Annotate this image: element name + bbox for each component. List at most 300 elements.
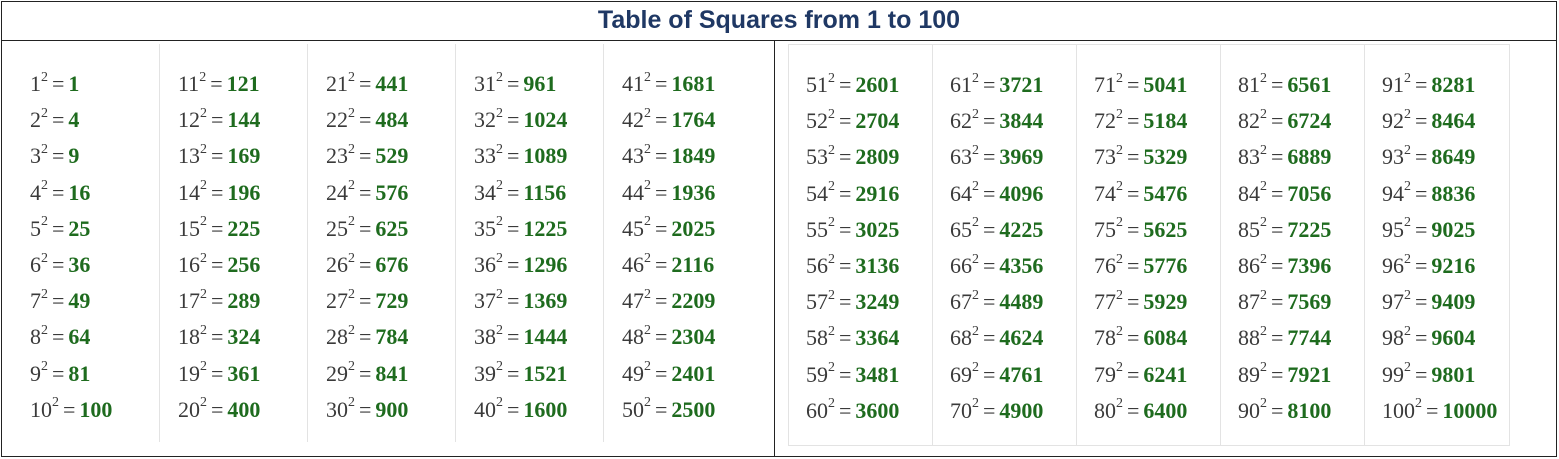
entry-base: 37 (474, 288, 496, 314)
equals-sign: = (507, 324, 520, 350)
square-entry (950, 248, 1076, 284)
equals-sign: = (839, 325, 852, 351)
panel-divider (774, 41, 775, 457)
square-entry (1382, 320, 1509, 356)
entry-base: 74 (1094, 180, 1116, 206)
equals-sign: = (359, 71, 372, 96)
entry-base: 16 (178, 251, 200, 277)
square-entry (1382, 248, 1509, 284)
entry-exponent: 2 (972, 360, 979, 376)
entry-exponent: 2 (1260, 70, 1267, 86)
entry-value: 8281 (1431, 72, 1476, 97)
equals-sign: = (507, 179, 520, 205)
square-entry (950, 67, 1076, 103)
entry-value: 841 (375, 360, 409, 386)
entry-exponent: 2 (1260, 179, 1267, 195)
entry-value: 8464 (1431, 108, 1476, 134)
square-entry (806, 67, 932, 103)
entry-base: 89 (1238, 361, 1260, 387)
equals-sign: = (655, 288, 668, 314)
entry-value: 900 (375, 396, 409, 422)
entry-exponent: 2 (496, 69, 503, 85)
entry-exponent: 2 (1404, 179, 1411, 195)
entry-exponent: 2 (1260, 251, 1267, 267)
square-entry (326, 356, 455, 392)
entry-base: 52 (806, 108, 828, 134)
square-entry (178, 283, 307, 319)
entry-exponent: 2 (972, 106, 979, 122)
entry-value: 1681 (671, 71, 716, 96)
square-entry (178, 175, 307, 211)
entry-exponent: 2 (348, 359, 355, 375)
equals-sign: = (655, 360, 668, 386)
square-entry (326, 392, 455, 428)
entry-exponent: 2 (972, 251, 979, 267)
entry-exponent: 2 (828, 287, 835, 303)
entry-exponent: 2 (828, 179, 835, 195)
square-entry (178, 319, 307, 355)
entry-base: 77 (1094, 289, 1116, 315)
entry-value: 3136 (855, 252, 900, 278)
equals-sign: = (1127, 397, 1140, 423)
square-entry (950, 357, 1076, 393)
entry-value: 16 (68, 179, 91, 205)
entry-exponent: 2 (496, 105, 503, 121)
equals-sign: = (359, 143, 372, 169)
entry-value: 8836 (1431, 180, 1476, 206)
equals-sign: = (1127, 325, 1140, 351)
entry-base: 90 (1238, 397, 1260, 423)
entry-value: 961 (523, 71, 557, 96)
square-entry (1238, 176, 1364, 212)
entry-exponent: 2 (41, 322, 48, 338)
square-entry (326, 175, 455, 211)
square-entry (1238, 357, 1364, 393)
entry-exponent: 2 (1116, 360, 1123, 376)
entry-exponent: 2 (200, 142, 207, 158)
entry-value: 484 (375, 107, 409, 133)
equals-sign: = (1271, 252, 1284, 278)
entry-base: 54 (806, 180, 828, 206)
entry-base: 34 (474, 179, 496, 205)
entry-base: 13 (178, 143, 200, 169)
entry-value: 441 (375, 71, 409, 96)
entry-base: 42 (622, 107, 644, 133)
entry-base: 22 (326, 107, 348, 133)
entry-base: 96 (1382, 252, 1404, 278)
equals-sign: = (507, 71, 520, 96)
square-entry (950, 320, 1076, 356)
entry-value: 2304 (671, 324, 716, 350)
entry-exponent: 2 (199, 69, 207, 85)
entry-base: 32 (474, 107, 496, 133)
entry-exponent: 2 (496, 359, 503, 375)
entry-exponent: 2 (828, 70, 835, 86)
square-entry (622, 392, 752, 428)
entry-base: 17 (178, 288, 200, 314)
equals-sign: = (1271, 144, 1284, 170)
equals-sign: = (1271, 216, 1284, 242)
equals-sign: = (52, 324, 65, 350)
square-entry (950, 284, 1076, 320)
entry-exponent: 2 (1404, 251, 1411, 267)
entry-value: 7056 (1287, 180, 1332, 206)
entry-value: 9025 (1431, 216, 1476, 242)
square-entry (30, 175, 159, 211)
entry-base: 35 (474, 215, 496, 241)
entry-value: 7744 (1287, 325, 1332, 351)
entry-value: 121 (226, 71, 260, 96)
equals-sign: = (1271, 325, 1284, 351)
entry-exponent: 2 (972, 179, 979, 195)
square-entry (30, 283, 159, 319)
entry-exponent: 2 (348, 395, 355, 411)
entry-value: 5041 (1143, 72, 1188, 97)
entry-exponent: 2 (1116, 215, 1123, 231)
entry-value: 7921 (1287, 361, 1332, 387)
entry-base: 85 (1238, 216, 1260, 242)
entry-value: 1369 (523, 288, 568, 314)
equals-sign: = (1415, 72, 1428, 97)
entry-base: 63 (950, 144, 972, 170)
entry-exponent: 2 (41, 214, 48, 230)
square-entry (178, 356, 307, 392)
square-entry (806, 393, 932, 429)
page-title: Table of Squares from 1 to 100 (1, 1, 1557, 41)
entry-base: 12 (178, 107, 200, 133)
equals-sign: = (983, 325, 996, 351)
equals-sign: = (359, 107, 372, 133)
entry-value: 6400 (1143, 397, 1188, 423)
equals-sign: = (983, 144, 996, 170)
entry-value: 529 (375, 143, 409, 169)
entry-base: 14 (178, 179, 200, 205)
equals-sign: = (210, 71, 223, 96)
entry-base: 49 (622, 360, 644, 386)
equals-sign: = (839, 252, 852, 278)
entry-base: 7 (30, 288, 41, 314)
entry-exponent: 2 (972, 287, 979, 303)
entry-exponent: 2 (41, 250, 48, 266)
equals-sign: = (1415, 144, 1428, 170)
entry-value: 7225 (1287, 216, 1332, 242)
entry-value: 4356 (999, 252, 1044, 278)
entry-exponent: 2 (972, 396, 979, 412)
entry-exponent: 2 (496, 286, 503, 302)
equals-sign: = (211, 324, 224, 350)
entry-exponent: 2 (1260, 143, 1267, 159)
entry-exponent: 2 (348, 178, 355, 194)
right-panel (788, 44, 1510, 446)
entry-value: 5929 (1143, 289, 1188, 315)
square-entry (806, 139, 932, 175)
entry-exponent: 2 (644, 286, 651, 302)
entry-base: 26 (326, 251, 348, 277)
equals-sign: = (507, 107, 520, 133)
equals-sign: = (1271, 361, 1284, 387)
entry-base: 93 (1382, 144, 1404, 170)
entry-value: 3249 (855, 289, 900, 315)
equals-sign: = (52, 143, 65, 169)
equals-sign: = (359, 324, 372, 350)
equals-sign: = (211, 215, 224, 241)
entry-exponent: 2 (348, 250, 355, 266)
entry-value: 4 (68, 107, 80, 133)
square-entry (1094, 212, 1220, 248)
square-entry (30, 211, 159, 247)
square-entry (1238, 139, 1364, 175)
entry-base: 47 (622, 288, 644, 314)
square-entry (1238, 320, 1364, 356)
entry-value: 9604 (1431, 325, 1476, 351)
entry-exponent: 2 (41, 359, 48, 375)
entry-value: 1600 (523, 396, 568, 422)
entry-base: 58 (806, 325, 828, 351)
equals-sign: = (1415, 325, 1428, 351)
equals-sign: = (983, 216, 996, 242)
entry-exponent: 2 (200, 359, 207, 375)
equals-sign: = (211, 107, 224, 133)
equals-sign: = (655, 107, 668, 133)
square-entry (30, 392, 159, 428)
entry-base: 64 (950, 180, 972, 206)
square-entry (1238, 284, 1364, 320)
square-entry (1238, 393, 1364, 429)
entry-base: 87 (1238, 289, 1260, 315)
entry-base: 72 (1094, 108, 1116, 134)
entry-value: 9216 (1431, 252, 1476, 278)
squares-column (1077, 45, 1221, 445)
entry-base: 86 (1238, 252, 1260, 278)
entry-exponent: 2 (496, 178, 503, 194)
entry-exponent: 2 (200, 395, 207, 411)
square-entry (178, 66, 307, 102)
square-entry (1238, 248, 1364, 284)
entry-exponent: 2 (200, 286, 207, 302)
equals-sign: = (507, 215, 520, 241)
equals-sign: = (211, 288, 224, 314)
square-entry (474, 319, 603, 355)
entry-exponent: 2 (496, 142, 503, 158)
square-entry (178, 247, 307, 283)
square-entry (326, 138, 455, 174)
entry-base: 73 (1094, 144, 1116, 170)
equals-sign: = (211, 143, 224, 169)
entry-exponent: 2 (1404, 360, 1411, 376)
equals-sign: = (507, 396, 520, 422)
square-entry (1382, 357, 1509, 393)
entry-value: 2809 (855, 144, 900, 170)
entry-exponent: 2 (200, 105, 207, 121)
entry-exponent: 2 (1415, 396, 1422, 412)
equals-sign: = (52, 251, 65, 277)
square-entry (30, 247, 159, 283)
entry-exponent: 2 (644, 395, 651, 411)
entry-exponent: 2 (348, 286, 355, 302)
equals-sign: = (655, 396, 668, 422)
entry-base: 31 (474, 71, 496, 96)
equals-sign: = (1271, 180, 1284, 206)
entry-value: 3721 (999, 72, 1044, 97)
equals-sign: = (839, 144, 852, 170)
entry-base: 57 (806, 289, 828, 315)
entry-exponent: 2 (644, 359, 651, 375)
square-entry (1238, 67, 1364, 103)
square-entry (30, 319, 159, 355)
square-entry (178, 102, 307, 138)
equals-sign: = (983, 180, 996, 206)
equals-sign: = (839, 289, 852, 315)
entry-base: 5 (30, 215, 41, 241)
entry-base: 65 (950, 216, 972, 242)
square-entry (326, 319, 455, 355)
entry-exponent: 2 (1116, 287, 1123, 303)
square-entry (1094, 176, 1220, 212)
equals-sign: = (1415, 180, 1428, 206)
entry-value: 4489 (999, 289, 1044, 315)
entry-value: 9 (68, 143, 80, 169)
entry-base: 78 (1094, 325, 1116, 351)
entry-value: 4761 (999, 361, 1044, 387)
square-entry (1094, 248, 1220, 284)
square-entry (1382, 103, 1509, 139)
entry-value: 100 (79, 396, 113, 422)
square-entry (1382, 176, 1509, 212)
entry-exponent: 2 (496, 214, 503, 230)
entry-exponent: 2 (972, 323, 979, 339)
entry-value: 8649 (1431, 144, 1476, 170)
entry-exponent: 2 (644, 250, 651, 266)
equals-sign: = (359, 360, 372, 386)
entry-value: 1849 (671, 143, 716, 169)
entry-exponent: 2 (41, 286, 48, 302)
squares-column (1365, 45, 1509, 445)
square-entry (622, 247, 752, 283)
equals-sign: = (359, 396, 372, 422)
entry-exponent: 2 (828, 251, 835, 267)
entry-value: 3364 (855, 325, 900, 351)
entry-value: 256 (227, 251, 261, 277)
equals-sign: = (1271, 72, 1284, 97)
squares-column (933, 45, 1077, 445)
entry-base: 15 (178, 215, 200, 241)
entry-base: 46 (622, 251, 644, 277)
entry-value: 2116 (671, 251, 715, 277)
entry-base: 60 (806, 397, 828, 423)
entry-exponent: 2 (348, 69, 355, 85)
square-entry (806, 357, 932, 393)
entry-base: 50 (622, 396, 644, 422)
entry-exponent: 2 (828, 143, 835, 159)
square-entry (1094, 393, 1220, 429)
equals-sign: = (359, 179, 372, 205)
equals-sign: = (1127, 108, 1140, 134)
entry-base: 41 (622, 71, 644, 96)
entry-base: 94 (1382, 180, 1404, 206)
square-entry (950, 139, 1076, 175)
entry-base: 8 (30, 324, 41, 350)
entry-value: 5625 (1143, 216, 1188, 242)
entry-value: 576 (375, 179, 409, 205)
equals-sign: = (983, 289, 996, 315)
entry-base: 24 (326, 179, 348, 205)
entry-value: 4900 (999, 397, 1044, 423)
entry-exponent: 2 (972, 215, 979, 231)
square-entry (178, 392, 307, 428)
equals-sign: = (655, 71, 668, 96)
entry-exponent: 2 (972, 143, 979, 159)
equals-sign: = (1127, 180, 1140, 206)
square-entry (1382, 139, 1509, 175)
entry-exponent: 2 (1404, 287, 1411, 303)
entry-base: 84 (1238, 180, 1260, 206)
square-entry (950, 176, 1076, 212)
entry-base: 62 (950, 108, 972, 134)
entry-exponent: 2 (1404, 143, 1411, 159)
entry-value: 9801 (1431, 361, 1476, 387)
entry-base: 33 (474, 143, 496, 169)
square-entry (30, 66, 159, 102)
equals-sign: = (1415, 252, 1428, 278)
entry-value: 4096 (999, 180, 1044, 206)
entry-exponent: 2 (828, 323, 835, 339)
square-entry (1382, 393, 1509, 429)
square-entry (622, 283, 752, 319)
entry-value: 169 (227, 143, 261, 169)
entry-value: 1764 (671, 107, 716, 133)
square-entry (326, 247, 455, 283)
entry-value: 25 (68, 215, 91, 241)
entry-value: 9409 (1431, 289, 1476, 315)
entry-value: 4225 (999, 216, 1044, 242)
entry-base: 75 (1094, 216, 1116, 242)
square-entry (474, 138, 603, 174)
equals-sign: = (1271, 397, 1284, 423)
equals-sign: = (507, 251, 520, 277)
entry-exponent: 2 (1260, 360, 1267, 376)
entry-base: 98 (1382, 325, 1404, 351)
entry-base: 56 (806, 252, 828, 278)
entry-base: 48 (622, 324, 644, 350)
equals-sign: = (839, 180, 852, 206)
equals-sign: = (52, 288, 65, 314)
entry-base: 69 (950, 361, 972, 387)
entry-base: 83 (1238, 144, 1260, 170)
equals-sign: = (63, 396, 76, 422)
entry-base: 45 (622, 215, 644, 241)
entry-value: 361 (227, 360, 261, 386)
entry-value: 3025 (855, 216, 900, 242)
entry-base: 19 (178, 360, 200, 386)
entry-exponent: 2 (828, 396, 835, 412)
equals-sign: = (1127, 289, 1140, 315)
equals-sign: = (359, 251, 372, 277)
equals-sign: = (507, 360, 520, 386)
entry-exponent: 2 (1116, 106, 1123, 122)
entry-value: 676 (375, 251, 409, 277)
entry-base: 38 (474, 324, 496, 350)
entry-exponent: 2 (644, 69, 651, 85)
entry-value: 144 (227, 107, 261, 133)
square-entry (178, 211, 307, 247)
square-entry (1382, 212, 1509, 248)
equals-sign: = (839, 216, 852, 242)
entry-exponent: 2 (1260, 215, 1267, 231)
entry-exponent: 2 (41, 142, 48, 158)
entry-value: 2025 (671, 215, 716, 241)
square-entry (474, 356, 603, 392)
equals-sign: = (359, 215, 372, 241)
